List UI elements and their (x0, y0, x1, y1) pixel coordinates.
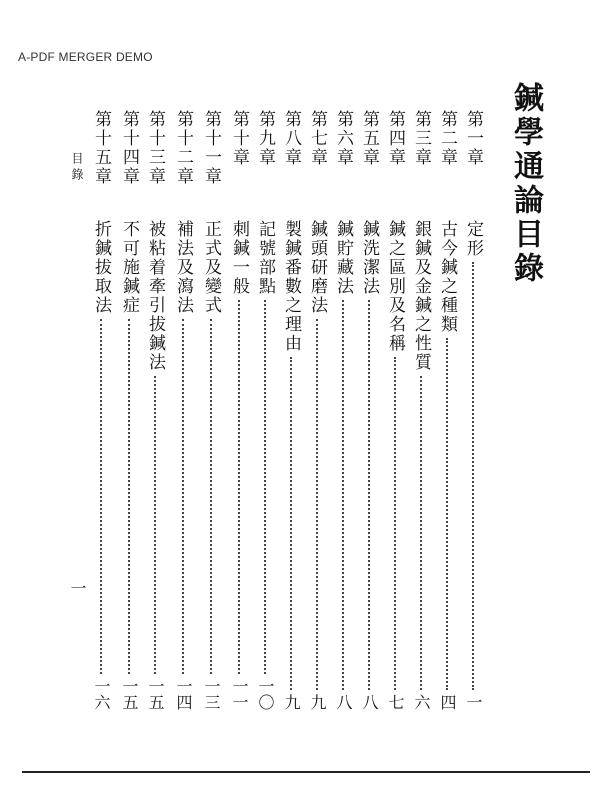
entry-title: 折鍼拔取法 (91, 220, 111, 315)
chapter-label: 第六章 (333, 110, 353, 167)
watermark: A-PDF MERGER DEMO (18, 50, 153, 64)
entry-title: 正式及變式 (201, 220, 221, 315)
toc-entry-7 (306, 110, 328, 710)
entry-body (144, 220, 166, 710)
entry-title: 鍼貯藏法 (333, 220, 353, 296)
dot-leader (446, 338, 448, 690)
chapter-label: 第九章 (255, 110, 275, 167)
bottom-rule (22, 771, 590, 773)
page-number: 一六 (92, 678, 111, 710)
toc-entry-3 (410, 110, 432, 710)
entry-body (306, 220, 328, 710)
entry-body (384, 220, 406, 710)
entry-title: 銀鍼及金鍼之性質 (411, 220, 431, 372)
page-number: 一三 (202, 678, 221, 710)
dot-leader (368, 300, 370, 690)
toc-entry-14 (118, 110, 140, 710)
page-number: 七 (386, 694, 405, 710)
page-number: 八 (360, 694, 379, 710)
dot-leader (210, 319, 212, 674)
page-number: 一一 (230, 678, 249, 710)
entry-body (200, 220, 222, 710)
dot-leader (420, 376, 422, 690)
toc-entry-11 (200, 110, 222, 710)
page-number: 六 (412, 694, 431, 710)
entry-title: 製鍼番數之理由 (281, 220, 301, 353)
entry-body (410, 220, 432, 710)
dot-leader (100, 319, 102, 674)
entry-body (254, 220, 276, 710)
folio-number: 一 (68, 580, 87, 596)
toc-entry-8 (280, 110, 302, 710)
entry-body (462, 220, 484, 710)
chapter-label: 第十一章 (201, 110, 221, 186)
entry-title: 定形 (463, 220, 483, 258)
dot-leader (264, 300, 266, 674)
toc-entry-6 (332, 110, 354, 710)
chapter-label: 第五章 (359, 110, 379, 167)
toc-entry-9 (254, 110, 276, 710)
page-number: 一 (464, 694, 483, 710)
page-title: 鍼學通論目錄 (508, 82, 543, 286)
running-head: 目錄 (70, 152, 84, 184)
page-number: 一〇 (256, 678, 275, 710)
toc-entry-13 (144, 110, 166, 710)
entry-body (280, 220, 302, 710)
chapter-label: 第八章 (281, 110, 301, 167)
entry-title: 古今鍼之種類 (437, 220, 457, 334)
entry-title: 補法及瀉法 (173, 220, 193, 315)
dot-leader (472, 262, 474, 690)
entry-body (90, 220, 112, 710)
entry-body (172, 220, 194, 710)
dot-leader (182, 319, 184, 674)
chapter-label: 第十五章 (91, 110, 111, 186)
entry-title: 鍼頭研磨法 (307, 220, 327, 315)
entry-title: 鍼之區別及名稱 (385, 220, 405, 353)
entry-body (228, 220, 250, 710)
page-number: 八 (334, 694, 353, 710)
chapter-label: 第七章 (307, 110, 327, 167)
chapter-label: 第二章 (437, 110, 457, 167)
page-number: 一五 (146, 678, 165, 710)
toc-entry-5 (358, 110, 380, 710)
dot-leader (342, 300, 344, 690)
dot-leader (238, 300, 240, 674)
entry-title: 不可施鍼症 (119, 220, 139, 315)
page-number: 一四 (174, 678, 193, 710)
chapter-label: 第一章 (463, 110, 483, 167)
dot-leader (290, 357, 292, 690)
entry-title: 鍼洗潔法 (359, 220, 379, 296)
toc-entry-15 (90, 110, 112, 710)
dot-leader (394, 357, 396, 690)
entry-body (358, 220, 380, 710)
entry-title: 刺鍼一般 (229, 220, 249, 296)
chapter-label: 第四章 (385, 110, 405, 167)
toc-entry-10 (228, 110, 250, 710)
toc-entry-1 (462, 110, 484, 710)
entry-title: 記號部點 (255, 220, 275, 296)
dot-leader (128, 319, 130, 674)
dot-leader (154, 376, 156, 674)
chapter-label: 第十二章 (173, 110, 193, 186)
entry-title: 被粘着牽引拔鍼法 (145, 220, 165, 372)
page-number: 九 (308, 694, 327, 710)
dot-leader (316, 319, 318, 690)
toc-entry-12 (172, 110, 194, 710)
entry-body (436, 220, 458, 710)
page-number: 九 (282, 694, 301, 710)
toc-entry-2 (436, 110, 458, 710)
toc-entry-4 (384, 110, 406, 710)
chapter-label: 第十四章 (119, 110, 139, 186)
entry-body (118, 220, 140, 710)
chapter-label: 第三章 (411, 110, 431, 167)
page-number: 四 (438, 694, 457, 710)
chapter-label: 第十三章 (145, 110, 165, 186)
entry-body (332, 220, 354, 710)
chapter-label: 第十章 (229, 110, 249, 167)
page-number: 一五 (120, 678, 139, 710)
